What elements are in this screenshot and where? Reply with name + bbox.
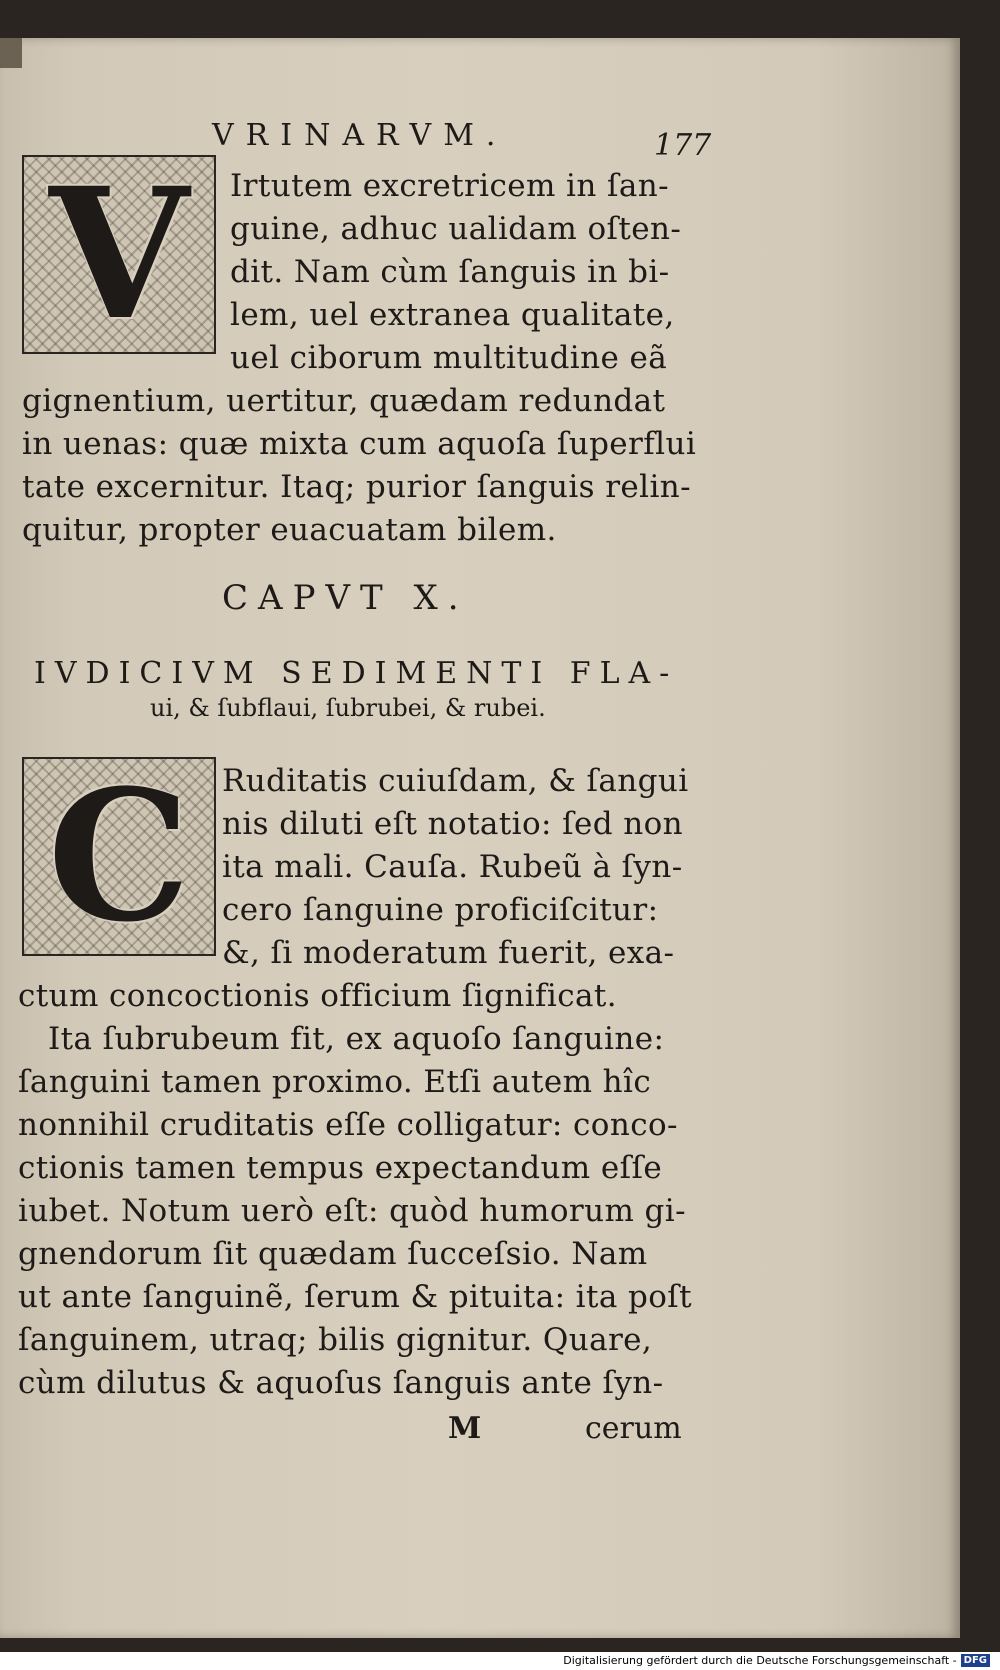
text-line: Ita ſubrubeum fit, ex aquoſo ſanguine: (48, 1021, 665, 1057)
signature-mark: M (448, 1411, 482, 1446)
initial-letter: V (49, 148, 189, 360)
text-line: Irtutem excretricem in ſan- (230, 168, 669, 204)
credit-text: Digitalisierung gefördert durch die Deutsche Forschungsgemeinschaft - (563, 1654, 957, 1667)
text-line: cero ſanguine proficiſcitur: (222, 892, 659, 928)
chapter-subtitle-line2: ui, & ſubflaui, ſubrubei, & rubei. (150, 694, 546, 722)
text-line: quitur, propter euacuatam bilem. (22, 512, 557, 548)
text-line: tate excernitur. Itaq; purior ſanguis relin- (22, 469, 692, 505)
dfg-logo: DFG (961, 1654, 990, 1667)
text-line: lem, uel extranea qualitate, (230, 297, 675, 333)
page-corner (0, 38, 22, 68)
initial-letter: C (47, 750, 191, 962)
text-line: &, ſi moderatum fuerit, exa- (222, 935, 675, 971)
text-line: ſanguinem, utraq; bilis gignitur. Quare, (18, 1322, 653, 1358)
text-line: ſanguini tamen proximo. Etſi autem hîc (18, 1064, 652, 1100)
text-line: ita mali. Cauſa. Rubeũ à ſyn- (222, 849, 683, 885)
text-line: nonnihil cruditatis eſſe colligatur: conco- (18, 1107, 678, 1143)
chapter-title: CAPVT X. (222, 578, 469, 618)
decorated-initial-c (22, 750, 216, 962)
catchword: cerum (585, 1411, 682, 1446)
text-line: dit. Nam cùm ſanguis in bi- (230, 254, 670, 290)
text-line: cùm dilutus & aquoſus ſanguis ante ſyn- (18, 1365, 664, 1401)
decorated-initial-v (22, 148, 216, 360)
running-head: VRINARVM. (212, 118, 508, 153)
text-line: gnendorum ſit quædam ſucceſsio. Nam (18, 1236, 648, 1272)
text-line: guine, adhuc ualidam oſten- (230, 211, 682, 247)
text-line: gignentium, uertitur, quædam redundat (22, 383, 666, 419)
text-line: iubet. Notum uerò eſt: quòd humorum gi- (18, 1193, 686, 1229)
text-line: Ruditatis cuiuſdam, & ſangui (222, 763, 689, 799)
text-line: nis diluti eſt notatio: ſed non (222, 806, 684, 842)
text-line: uel ciborum multitudine eã (230, 340, 668, 376)
text-line: ut ante ſanguinẽ, ſerum & pituita: ita poſt (18, 1279, 693, 1315)
digitization-credit (563, 1654, 990, 1667)
text-line: in uenas: quæ mixta cum aquoſa ſuperflui (22, 426, 697, 462)
text-line: ctionis tamen tempus expectandum eſſe (18, 1150, 663, 1186)
text-line: ctum concoctionis officium ſignificat. (18, 978, 617, 1014)
chapter-subtitle-line1: IVDICIVM SEDIMENTI FLA- (34, 656, 679, 691)
page-number: 177 (654, 128, 712, 163)
